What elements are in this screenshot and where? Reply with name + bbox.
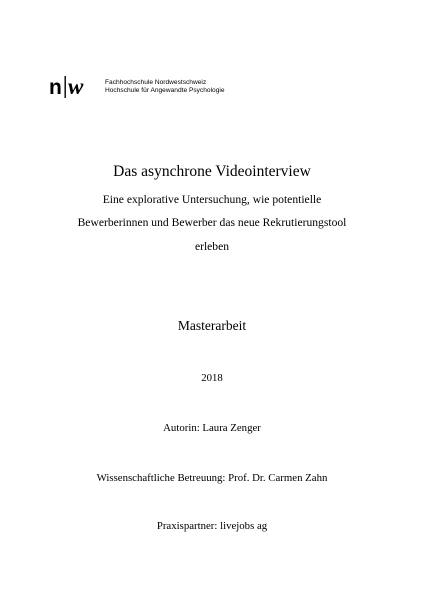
institution-name [105,79,225,95]
fhnw-logo [49,74,99,100]
svg-text:n: n [49,76,62,99]
practice-partner: Praxispartner: livejobs ag [156,520,268,532]
subtitle-line-1: Eine explorative Untersuchung, wie potentielle [102,193,322,206]
subtitle-line-3: erleben [194,240,230,253]
supervision: Wissenschaftliche Betreuung: Prof. Dr. Carmen Zahn [96,472,328,484]
header [49,74,225,100]
author: Autorin: Laura Zenger [163,422,261,434]
year: 2018 [201,372,223,384]
subtitle-line-2: Bewerberinnen und Bewerber das neue Rekrutierungstool [77,216,347,229]
institution-line-2: Hochschule für Angewandte Psychologie [105,87,225,94]
thesis-title: Das asynchrone Videointerview [113,163,311,180]
svg-text:w: w [68,74,84,99]
institution-line-1: Fachhochschule Nordwestschweiz [105,79,207,86]
document-type: Masterarbeit [177,318,247,333]
